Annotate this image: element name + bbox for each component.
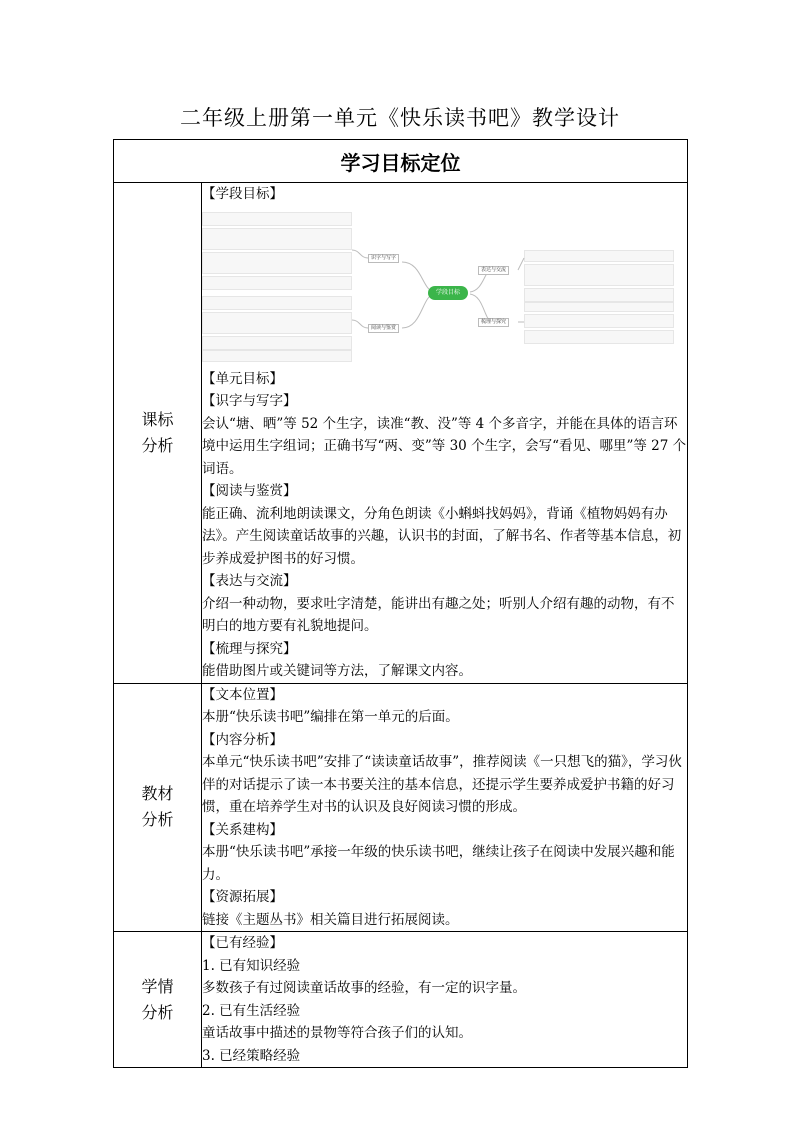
stage-goal-heading: 【学段目标】 xyxy=(202,186,283,202)
curriculum-label xyxy=(114,183,202,684)
expression-heading: 【表达与交流】 xyxy=(202,573,297,589)
position-heading: 【文本位置】 xyxy=(202,686,283,703)
teaching-design-table xyxy=(113,139,688,1068)
item2-text: 童话故事中描述的景物等符合孩子们的认知。 xyxy=(202,1025,472,1041)
document-title: 二年级上册第一单元《快乐读书吧》教学设计 xyxy=(180,106,620,130)
inquiry-text: 能借助图片或关键词等方法，了解课文内容。 xyxy=(202,663,472,679)
textbook-label-line2: 分析 xyxy=(141,810,174,830)
mindmap-center-node: 学段目标 xyxy=(428,286,468,300)
learner-content xyxy=(202,932,688,1068)
content-heading: 【内容分析】 xyxy=(202,731,283,748)
mindmap-connectors xyxy=(202,210,672,360)
learner-label-line1: 学情 xyxy=(141,976,174,996)
mindmap-node-inquiry: 梳理与探究 xyxy=(478,318,509,327)
item1-text: 多数孩子有过阅读童话故事的经验，有一定的识字量。 xyxy=(202,980,526,996)
resource-heading: 【资源拓展】 xyxy=(202,889,283,905)
mindmap-node-literacy: 识字与写字 xyxy=(368,254,399,263)
position-text: 本册“快乐读书吧”编排在第一单元的后面。 xyxy=(202,709,459,725)
reading-text: 能正确、流利地朗读课文，分角色朗读《小蝌蚪找妈妈》，背诵《植物妈妈有办法》。产生阅读童话故事的兴趣，认识书的封面，了解书名、作者等基本信息，初步养成爱护图书的好习惯。 xyxy=(202,505,682,567)
textbook-label xyxy=(114,683,202,932)
learner-label-line2: 分析 xyxy=(141,1002,174,1022)
textbook-label-line1: 教材 xyxy=(141,784,174,804)
learner-row xyxy=(114,932,688,1068)
literacy-text: 会认“塘、晒”等 52 个生字，读准“教、没”等 4 个多音字，并能在具体的语言环境中运用生字组词；正确书写“两、变”等 30 个生字，会写“看见、哪里”等 27 个词语。 xyxy=(202,415,687,477)
curriculum-label-line1: 课标 xyxy=(141,409,174,429)
item2-heading: 2. 已有生活经验 xyxy=(202,1002,301,1019)
experience-heading: 【已有经验】 xyxy=(202,935,283,951)
mindmap-node-expression: 表达与交流 xyxy=(478,266,509,275)
learner-label xyxy=(114,932,202,1068)
textbook-content xyxy=(202,683,688,932)
curriculum-row xyxy=(114,183,688,684)
curriculum-content xyxy=(202,183,688,684)
expression-text: 介绍一种动物，要求吐字清楚，能讲出有趣之处；听别人介绍有趣的动物，有不明白的地方要有礼貌地提问。 xyxy=(202,595,675,634)
stage-goal-mindmap xyxy=(202,210,672,360)
reading-heading: 【阅读与鉴赏】 xyxy=(202,483,297,499)
literacy-heading: 【识字与写字】 xyxy=(202,393,297,409)
inquiry-heading: 【梳理与探究】 xyxy=(202,640,297,657)
item3-heading: 3. 已经策略经验 xyxy=(202,1047,301,1064)
table-header: 学习目标定位 xyxy=(114,140,688,183)
textbook-row xyxy=(114,683,688,932)
unit-goal-heading: 【单元目标】 xyxy=(202,370,283,387)
mindmap-node-reading: 阅读与鉴赏 xyxy=(368,324,399,333)
content-text: 本单元“快乐读书吧”安排了“读读童话故事”，推荐阅读《一只想飞的猫》，学习伙伴的对话提示了读一本书要关注的基本信息，还提示学生要养成爱护书籍的好习惯，重在培养学生对书的认识及良好阅读习惯的形成。 xyxy=(202,754,682,815)
item1-heading: 1. 已有知识经验 xyxy=(202,957,301,974)
resource-text: 链接《主题丛书》相关篇目进行拓展阅读。 xyxy=(202,911,459,928)
curriculum-label-line2: 分析 xyxy=(141,435,174,455)
relation-text: 本册“快乐读书吧”承接一年级的快乐读书吧，继续让孩子在阅读中发展兴趣和能力。 xyxy=(202,844,675,883)
relation-heading: 【关系建构】 xyxy=(202,821,283,838)
